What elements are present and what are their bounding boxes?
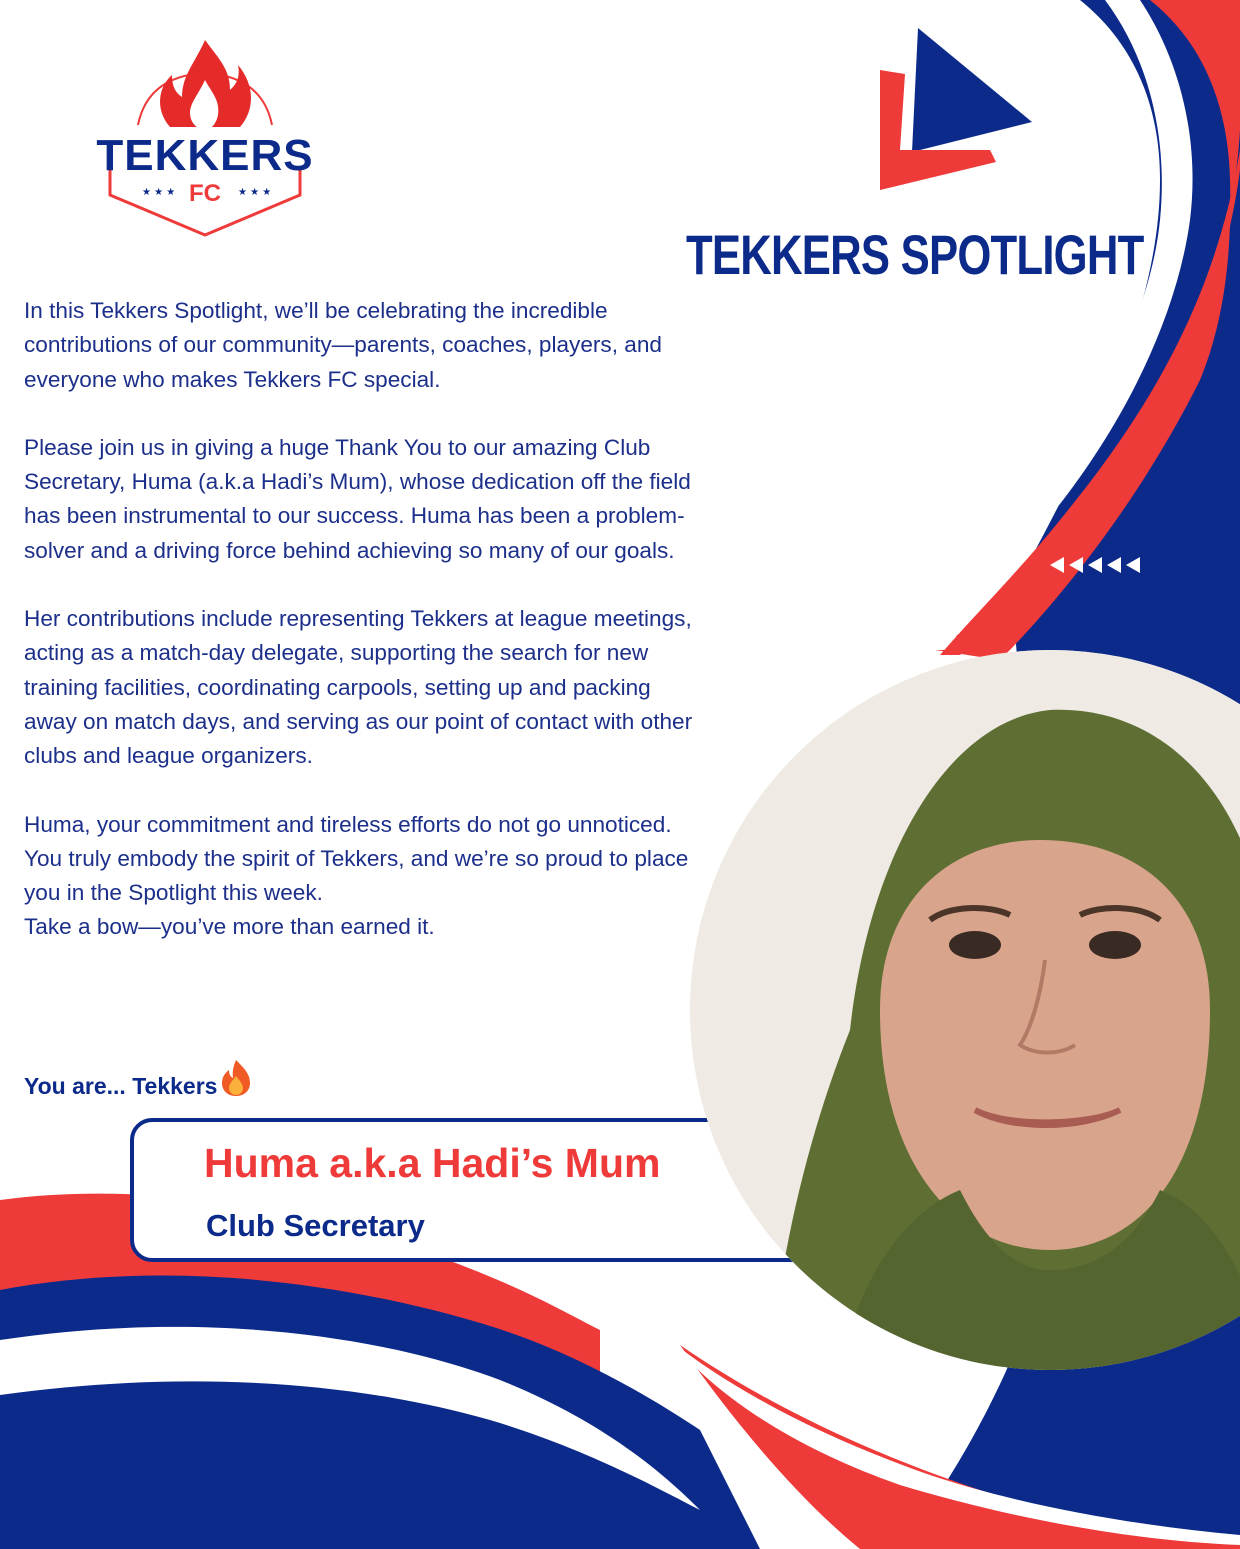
flame-icon — [160, 40, 251, 130]
tagline-text: You are... Tekkers — [24, 1073, 218, 1099]
svg-text:★ ★ ★: ★ ★ ★ — [142, 187, 176, 198]
page-title: TEKKERS SPOTLIGHT — [686, 223, 1144, 286]
honoree-name: Huma a.k.a Hadi’s Mum — [204, 1140, 661, 1186]
svg-text:★ ★ ★: ★ ★ ★ — [238, 187, 272, 198]
closing-line: Take a bow—you’ve more than earned it. — [24, 914, 435, 940]
thank-you-paragraph: Please join us in giving a huge Thank You to our amazing Club Secretary, Huma (a.k.a Hadi’s Mum), whose dedication off the field has been instrumental to our success. Huma has been a problem-solver and a driving force behind achieving so many of our goals. — [24, 434, 691, 563]
play-triangle-icon — [912, 28, 1032, 152]
contributions-paragraph: Her contributions include representing Tekkers at league meetings, acting as a match-day delegate, supporting the search for new training facilities, coordinating carpools, setting up and packing away on match days, and serving as our point of contact with other clubs and league organizers. — [24, 606, 693, 769]
logo-wordmark: TEKKERS — [96, 131, 314, 180]
intro-paragraph: In this Tekkers Spotlight, we’ll be celebrating the incredible contributions of our community—parents, coaches, players, and everyone who makes Tekkers FC special. — [24, 298, 662, 392]
commitment-paragraph: Huma, your commitment and tireless efforts do not go unnoticed. You truly embody the spirit of Tekkers, and we’re so proud to place you in the Spotlight this week. Take a bow—you’ve more than earned it. — [24, 811, 689, 940]
club-logo — [70, 35, 340, 245]
honoree-role: Club Secretary — [206, 1208, 425, 1243]
tagline — [24, 1058, 255, 1100]
flame-icon — [217, 1058, 255, 1098]
logo-fc: FC — [189, 180, 221, 207]
spotlight-body — [24, 294, 694, 945]
